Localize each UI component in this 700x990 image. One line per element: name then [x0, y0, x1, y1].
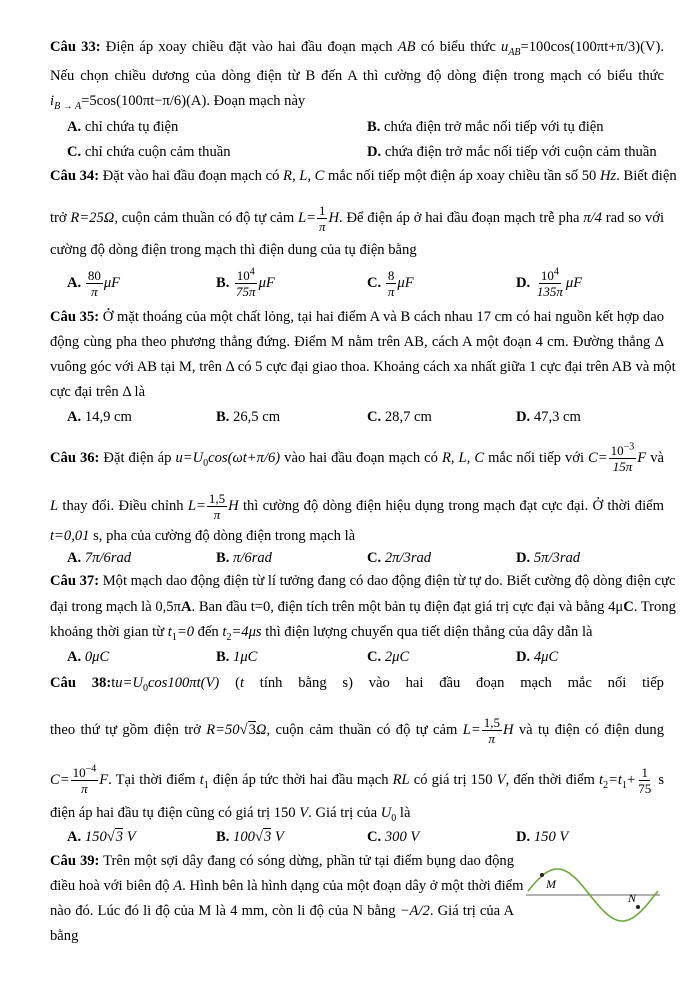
q36-u: u=U — [175, 449, 204, 466]
point-n-marker — [636, 905, 640, 909]
q37-option-b[interactable] — [216, 647, 257, 667]
q38-text: , cuộn cảm thuần có độ tự cảm — [266, 721, 463, 738]
option-value: 150 — [84, 829, 107, 845]
option-fraction — [535, 268, 565, 299]
q33-ab: AB — [397, 39, 416, 55]
q37-text: khoảng thời gian từ — [50, 624, 168, 640]
numerator: 8 — [387, 268, 395, 283]
q38-L-fraction — [482, 715, 502, 746]
q38-r-radicand: 3 — [248, 721, 256, 738]
q36-text: và — [646, 449, 664, 466]
numerator-base: 10 — [540, 268, 554, 283]
option-value: 150 — [533, 829, 556, 845]
q38-dt-fraction — [636, 765, 653, 796]
q38-t1-sub-2: 1 — [621, 779, 627, 791]
q37-t2-val: =4μs — [231, 624, 262, 640]
option-text: 5π/3rad — [533, 550, 581, 566]
q36-rlc: R, L, C — [441, 449, 485, 466]
q38-text: điện áp tức thời hai đầu mạch — [208, 771, 393, 788]
q39-amplitude: A — [173, 878, 183, 894]
q34-label: Câu 34: — [50, 168, 100, 184]
q34-L: L= — [298, 209, 316, 226]
q33-line-1 — [50, 37, 664, 57]
option-text: 14,9 cm — [84, 409, 132, 425]
q33-option-b[interactable] — [367, 117, 604, 137]
denominator: π — [91, 284, 98, 299]
q34-hz: Hz — [600, 168, 617, 184]
q37-text: . Ban đầu t=0, điện tích trên một bản tụ điện đạt giá trị cực đại và bằng 4μ — [191, 599, 624, 615]
option-fraction — [86, 268, 103, 299]
option-text: 7π/6rad — [84, 550, 132, 566]
q38-text: ( — [219, 675, 240, 691]
option-radicand: 3 — [115, 829, 124, 845]
q37-line-3 — [50, 622, 664, 642]
option-unit: V — [559, 829, 569, 845]
option-text: 26,5 cm — [233, 409, 281, 425]
q38-line-2: theo thứ tự gồm điện trở R=50√3Ω, cuộn cảm thuần có độ tự cảm L= $\frac{1,5}{\pi}$ H và tụ điện có điện dung — [50, 715, 664, 746]
q38-text: . Giá trị của — [308, 805, 381, 821]
q35-option-c[interactable] — [367, 407, 432, 427]
q38-option-a[interactable]: A. 150√3 V — [67, 829, 136, 845]
q36-C-unit: F — [637, 449, 647, 466]
q37-option-a[interactable] — [67, 647, 109, 667]
option-label: C. — [367, 409, 382, 425]
q38-C-unit: F — [99, 771, 109, 788]
q35-line-4: cực đại trên Δ là — [50, 384, 146, 400]
q36-label: Câu 36: — [50, 449, 100, 466]
q34-L-unit: H — [328, 209, 340, 226]
option-label: A. — [67, 649, 82, 665]
q39-text: điều hoà với biên độ — [50, 878, 174, 894]
denominator: π — [488, 731, 496, 746]
option-text: chứa điện trở mắc nối tiếp với cuộn cảm thuần — [384, 144, 657, 160]
q33-u-expr: =100cos(100πt+π/3)(V). — [520, 39, 664, 55]
q36-L-var: L — [50, 497, 59, 514]
q38-volt: V — [299, 805, 309, 821]
q38-text: điện áp hai đầu tụ điện cũng có giá trị 150 — [50, 805, 300, 821]
q35-option-a[interactable] — [67, 407, 132, 427]
option-unit: μF — [397, 274, 414, 291]
option-label: D. — [516, 829, 531, 845]
q37-text: thì điện lượng chuyển qua tiết diện thẳng của dây dẫn là — [261, 624, 593, 640]
numerator: 1 — [318, 203, 326, 218]
option-unit: V — [410, 829, 420, 845]
option-text: chứa điện trở mắc nối tiếp với tụ điện — [384, 119, 604, 135]
q39-label: Câu 39: — [50, 853, 100, 869]
q39-line-4: bằng — [50, 928, 79, 944]
q38-text: t — [111, 675, 116, 691]
q36-text: vào hai đầu đoạn mạch có — [280, 449, 442, 466]
q36-option-d[interactable] — [516, 548, 580, 568]
q34-line-3: cường độ dòng điện trong mạch thì điện dung của tụ điện bằng — [50, 242, 417, 258]
option-label: A. — [67, 550, 82, 566]
q37-text: Một mạch dao động điện từ lí tưởng đang có dao động điện từ tự do. Biết cường độ dòng điện cực — [99, 573, 676, 589]
option-unit: μF — [565, 274, 583, 291]
q38-t: t — [239, 675, 244, 691]
q39-line-1 — [50, 851, 514, 871]
option-label: C. — [367, 550, 382, 566]
denominator: π — [387, 284, 395, 299]
denominator: π — [318, 219, 326, 234]
q39-n-expr: −A/2 — [399, 903, 430, 919]
q37-text: đại trong mạch là 0,5π — [50, 599, 181, 615]
q33-i-sub: B → A — [54, 100, 82, 112]
q38-u-expr: cos100πt(V) — [147, 675, 220, 691]
q34-option-a[interactable] — [67, 268, 120, 299]
q36-text: Đặt điện áp — [99, 449, 176, 466]
q34-text-2: mắc nối tiếp một điện áp xoay chiều tần số 50 — [324, 168, 600, 184]
q38-u-sub: 0 — [142, 682, 148, 694]
denominator: 135π — [536, 284, 563, 299]
q38-r: R=50 — [206, 721, 240, 738]
q38-plus: + — [626, 771, 636, 788]
option-label: C. — [67, 144, 82, 160]
q37-line-2 — [50, 597, 676, 617]
q37-t1-sub: 1 — [171, 631, 177, 643]
numerator-exp: −4 — [85, 763, 97, 775]
q38-r-unit: Ω — [255, 721, 267, 738]
q34-line-1 — [50, 166, 677, 186]
q38-t2-eq: =t — [608, 771, 622, 788]
option-label: A. — [67, 119, 82, 135]
numerator-exp: 4 — [553, 266, 559, 278]
q35-text: Ở mặt thoáng của một chất lỏng, tại hai điểm A và B cách nhau 17 cm có hai nguồn kết hợp dao — [99, 309, 664, 325]
numerator-exp: 4 — [249, 266, 255, 278]
q36-option-c[interactable] — [367, 548, 431, 568]
option-label: B. — [216, 829, 230, 845]
option-text: 4μC — [533, 649, 559, 665]
option-label: B. — [367, 119, 381, 135]
q36-option-b[interactable] — [216, 548, 272, 568]
q33-text: Điện áp xoay chiều đặt vào hai đầu đoạn mạch — [100, 39, 398, 55]
q33-u: u — [501, 39, 509, 55]
q33-i: i — [50, 93, 55, 109]
q37-t2-sub: 2 — [226, 631, 232, 643]
q33-option-a[interactable] — [67, 117, 178, 137]
option-fraction — [386, 268, 397, 299]
q39-line-3 — [50, 901, 514, 921]
option-unit: V — [126, 829, 136, 845]
q38-L: L= — [462, 721, 481, 738]
numerator: 1,5 — [483, 715, 500, 730]
q36-L: L= — [187, 497, 206, 514]
q38-text: s — [654, 771, 665, 788]
option-label: C. — [367, 274, 382, 291]
q36-line-3 — [50, 526, 664, 546]
q38-text: theo thứ tự gồm điện trở — [50, 721, 207, 738]
option-label: B. — [216, 409, 230, 425]
q35-label: Câu 35: — [50, 309, 100, 325]
q33-i-expr: =5cos(100πt−π/6)(A) — [81, 93, 207, 109]
option-fraction — [234, 268, 258, 299]
q38-volt: V — [496, 771, 506, 788]
option-unit: V — [274, 829, 284, 845]
option-label: D. — [516, 550, 531, 566]
q34-line-2 — [50, 203, 664, 234]
option-text: 2μC — [384, 649, 410, 665]
option-text: 1μC — [233, 649, 258, 665]
q36-u-expr: cos(ωt+π/6) — [208, 449, 281, 466]
q38-t1: t — [199, 771, 204, 788]
q37-t2: t — [222, 624, 227, 640]
q34-rlc: R, L, C — [283, 168, 325, 184]
q37-t1: t — [167, 624, 172, 640]
q39-text: . Hình bên là hình dạng của một đoạn dây ở một thời điểm — [182, 878, 524, 894]
denominator: 15π — [612, 459, 633, 474]
q38-text: . Tại thời điểm — [108, 771, 200, 788]
q39-text: . Giá trị của A — [429, 903, 514, 919]
option-text: π/6rad — [233, 550, 272, 566]
q38-line-4 — [50, 803, 664, 823]
point-n-label: N — [628, 891, 637, 905]
option-text: chỉ chứa tụ điện — [84, 119, 179, 135]
q38-option-d[interactable] — [516, 827, 568, 847]
option-label: B. — [216, 550, 230, 566]
numerator: 1,5 — [208, 491, 226, 506]
q36-option-a[interactable] — [67, 548, 131, 568]
q38-L-unit: H — [502, 721, 514, 738]
numerator: 1 — [641, 765, 648, 780]
option-unit: μF — [258, 274, 275, 291]
q37-line-1 — [50, 571, 676, 591]
q38-text: có giá trị 150 — [409, 771, 497, 788]
q34-option-b[interactable] — [216, 268, 275, 299]
point-m-label: M — [546, 877, 556, 891]
q34-option-d[interactable] — [516, 268, 582, 299]
q37-label: Câu 37: — [50, 573, 100, 589]
q37-t1-val: =0 — [176, 624, 194, 640]
numerator-base: 10 — [610, 443, 624, 458]
q37-unit-a: A — [180, 599, 192, 615]
q34-text: Đặt vào hai đầu đoạn mạch có — [99, 168, 284, 184]
option-text: chỉ chứa cuộn cảm thuần — [84, 144, 231, 160]
q38-u0-sub: 0 — [391, 812, 397, 824]
denominator: 75π — [236, 284, 256, 299]
q38-line-1 — [50, 673, 664, 693]
q36-C-fraction — [609, 443, 637, 474]
numerator — [539, 268, 561, 284]
q33-option-c[interactable] — [67, 142, 231, 162]
q38-C-fraction — [71, 765, 99, 796]
option-text: 28,7 cm — [384, 409, 432, 425]
q38-C: C= — [50, 771, 70, 788]
numerator — [71, 765, 99, 781]
q39-line-2 — [50, 876, 524, 896]
denominator: 75 — [638, 781, 652, 796]
q36-text: s, pha của cường độ dòng điện trong mạch là — [89, 528, 356, 544]
option-label: A. — [67, 409, 82, 425]
option-text: 0μC — [84, 649, 110, 665]
option-unit: μF — [103, 274, 121, 291]
q38-text: và tụ điện có điện dung — [513, 721, 664, 738]
numerator: 80 — [87, 268, 101, 283]
q38-u: u=U — [115, 675, 143, 691]
q38-option-b[interactable]: B. 100√3 V — [216, 829, 284, 845]
q36-t: t=0,01 — [50, 528, 90, 544]
q38-t2-sub: 2 — [603, 779, 609, 791]
option-label: D. — [367, 144, 382, 160]
q36-text: mắc nối tiếp với — [484, 449, 589, 466]
option-label: C. — [367, 649, 382, 665]
q36-C: C= — [588, 449, 608, 466]
option-text: 47,3 cm — [533, 409, 581, 425]
q36-u-sub: 0 — [203, 457, 209, 469]
option-label: A. — [67, 829, 82, 845]
q33-option-d[interactable] — [367, 142, 657, 162]
option-label: A. — [67, 274, 82, 291]
numerator-base: 10 — [72, 765, 86, 780]
option-label: B. — [216, 649, 230, 665]
numerator-exp: −3 — [623, 441, 635, 453]
q38-option-c[interactable] — [367, 827, 419, 847]
q35-line-2: động cùng pha theo phương thẳng đứng. Điểm M nằm trên AB, cách A một đoạn 4 cm. Đường thẳng Δ — [50, 334, 664, 350]
q37-text: . Trong — [633, 599, 676, 615]
option-label: B. — [216, 274, 230, 291]
q38-text: là — [396, 805, 411, 821]
q34-text: trở — [50, 209, 71, 226]
q37-option-d[interactable] — [516, 647, 558, 667]
q39-text: nào đó. Lúc đó li độ của M là 4 mm, còn li độ của N bằng — [50, 903, 400, 919]
q33-text-3: . Đoạn mạch này — [206, 93, 306, 109]
q38-t2: t — [599, 771, 604, 788]
q34-option-c[interactable] — [367, 268, 414, 299]
q35-line-1 — [50, 307, 664, 327]
option-radicand: 3 — [263, 829, 272, 845]
q38-label: Câu 38: — [50, 675, 112, 691]
q38-t1-sub: 1 — [203, 779, 209, 791]
q36-L-fraction — [207, 491, 227, 522]
denominator: π — [81, 781, 88, 796]
q37-unit-c: C — [623, 599, 634, 615]
q34-r: R=25Ω — [70, 209, 115, 226]
q34-text: rad so với — [601, 209, 665, 226]
q38-rl: RL — [392, 771, 410, 788]
q35-line-3: vuông góc với AB tại M, trên Δ có 5 cực đại giao thoa. Khoảng cách xa nhất giữa 1 cực đại trên AB và một — [50, 359, 676, 375]
q35-option-b[interactable] — [216, 407, 280, 427]
q38-u0: U — [380, 805, 392, 821]
q34-phase: π/4 — [583, 209, 602, 226]
option-value: 300 — [384, 829, 407, 845]
q33-u-sub: AB — [508, 46, 521, 58]
q36-text: thay đổi. Điều chỉnh — [58, 497, 188, 514]
option-label: D. — [516, 274, 531, 291]
q39-text: Trên một sợi dây đang có sóng dừng, phần tử tại điểm bụng dao động — [99, 853, 514, 869]
option-text: 2π/3rad — [384, 550, 432, 566]
q34-text: . Để điện áp ở hai đầu đoạn mạch trễ pha — [339, 209, 584, 226]
point-m-marker — [540, 873, 544, 877]
q35-option-d[interactable] — [516, 407, 581, 427]
q34-L-fraction — [317, 203, 328, 234]
q33-label: Câu 33: — [50, 39, 101, 55]
numerator — [609, 443, 637, 459]
numerator-base: 10 — [236, 268, 250, 283]
denominator: π — [213, 507, 221, 522]
q33-line-3 — [50, 91, 664, 111]
q37-option-c[interactable] — [367, 647, 409, 667]
q36-line-1 — [50, 443, 664, 474]
q33-line-2: Nếu chọn chiều dương của dòng điện từ B đến A thì cường độ dòng điện trong mạch có biểu thức — [50, 68, 664, 84]
option-value: 100 — [233, 829, 255, 845]
option-label: D. — [516, 649, 531, 665]
q39-wave-figure — [522, 850, 662, 940]
q36-text: thì cường độ dòng điện hiệu dụng trong mạch đạt cực đại. Ở thời điểm — [238, 497, 664, 514]
q38-line-3 — [50, 765, 664, 796]
q36-line-2 — [50, 491, 664, 522]
q38-text: tính bằng s) vào hai đầu đoạn mạch mắc nối tiếp — [244, 675, 664, 691]
option-label: D. — [516, 409, 531, 425]
option-label: C. — [367, 829, 382, 845]
q36-L-unit: H — [228, 497, 239, 514]
q34-text-3: . Biết điện — [616, 168, 677, 184]
q34-text: , cuộn cảm thuần có độ tự cảm — [114, 209, 299, 226]
numerator — [235, 268, 257, 284]
q33-text-2: có biểu thức — [415, 39, 502, 55]
q37-text: đến — [194, 624, 223, 640]
q38-text: , đến thời điểm — [505, 771, 600, 788]
